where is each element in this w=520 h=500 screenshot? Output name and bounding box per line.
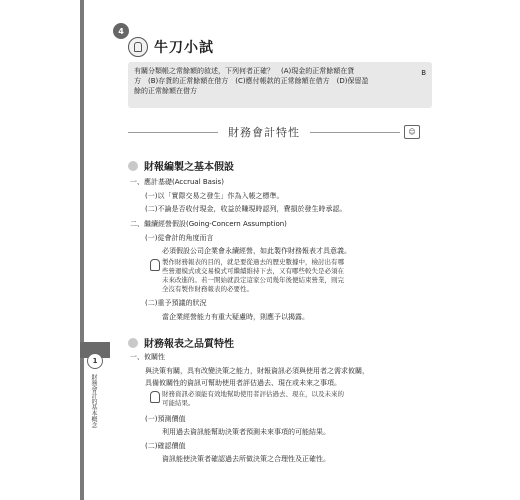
section3-heading: 一、攸關性: [130, 353, 165, 361]
chapter-number-badge: 1: [87, 353, 103, 369]
section2-heading: 二、繼續經營假設(Going-Concern Assumption): [130, 220, 287, 228]
section3-item1-text: 利用過去資訊能幫助決策者預測未來事項的可能結果。: [162, 428, 330, 436]
note-block-2: [162, 390, 414, 408]
section1-item1: (一)以「實際交易之發生」作為入帳之標準。: [145, 192, 284, 200]
note-line: 全沒有製作財務報表的必要性。: [162, 285, 253, 293]
note-line: 可能結果。: [162, 399, 195, 407]
note-line: 未來改進的。若一開始就設定這家公司幾年後便結束營業，則完: [162, 276, 344, 284]
section1-heading: 一、應計基礎(Accrual Basis): [130, 178, 224, 186]
quiz-question-line: 有關分類帳之常餘額的敘述，下列何者正確？ (A)現金的正常餘額在貸: [134, 67, 355, 75]
section3-line: 具備攸關性的資訊可幫助使用者評估過去、現在或未來之事項。: [145, 379, 341, 387]
section3-item2-title: (二)確認價值: [145, 442, 186, 450]
section3-line: 與決策有關，具有改變決策之能力，財報資訊必須與使用者之需求攸關，: [145, 367, 369, 375]
paperclip-icon: [150, 259, 160, 271]
note-line: 財務資訊必須能有效地幫助使用者評估過去、現在，以及未來的: [162, 390, 344, 398]
section-title: 財務會計特性: [228, 126, 300, 139]
section1-item2: (二)不論是否收付現金，收益於賺現時認列，費損於發生時承認。: [145, 205, 347, 213]
section-divider-right: [310, 132, 400, 133]
quiz-question-line: 方 (B)存貨的正常餘額在借方 (C)應付帳款的正常餘額在借方 (D)保留盈: [134, 77, 369, 85]
page-number-badge: 4: [113, 23, 129, 39]
section2-item2-title: (二)重予預議的狀況: [145, 299, 207, 307]
note-line: 製作財務報表的目的，就是要從過去的歷史數據中，檢討出有哪: [162, 258, 344, 266]
section-heading: [128, 124, 420, 140]
quiz-question-line: 餘的正常餘額在借方: [134, 87, 197, 95]
section2-item1-title: (一)從會計的角度而言: [145, 234, 214, 242]
quiz-header: [128, 37, 214, 57]
section3-item2-text: 資訊能使決策者確認過去所做決策之合理性及正確性。: [162, 455, 330, 463]
note-block-1: [162, 258, 414, 294]
quiz-answer: B: [421, 69, 426, 77]
topic-heading: [128, 335, 234, 350]
section3-item1-title: (一)預測價值: [145, 415, 186, 423]
topic-heading-text: 財報編製之基本假設: [144, 162, 234, 173]
note-line: 些營運模式或交易模式可繼續維持下去，又有哪些較失是必須在: [162, 267, 344, 275]
heading-bullet-icon: [128, 338, 138, 348]
page-spine: [80, 0, 84, 500]
quiz-title: 牛刀小試: [154, 40, 214, 56]
quiz-box: [128, 62, 432, 108]
quiz-mascot-icon: [128, 37, 148, 57]
decorative-icon: ☺: [404, 125, 420, 139]
section2-item1-text: 必須假設公司企業會永續經營，如此製作財務報表才具意義。: [162, 247, 351, 255]
section2-item2-text: 當企業經營能力有重大疑慮時，則應予以揭露。: [162, 313, 309, 321]
chapter-title-vertical: 財務會計的基本概念: [90, 374, 97, 428]
topic-heading-text: 財務報表之品質特性: [144, 339, 234, 350]
paperclip-icon: [150, 391, 160, 403]
heading-bullet-icon: [128, 161, 138, 171]
topic-heading: [128, 158, 234, 173]
section-divider-left: [128, 132, 218, 133]
